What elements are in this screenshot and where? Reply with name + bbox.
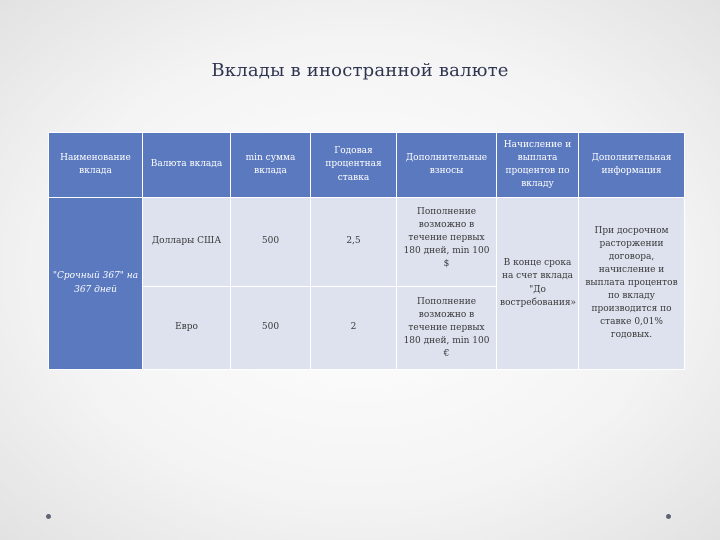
- header-additional-info: Дополнительная информация: [579, 133, 685, 198]
- slide-dot-right-icon: [666, 514, 671, 519]
- deposits-table: [48, 132, 685, 370]
- min-amount-cell: 500: [231, 287, 311, 370]
- min-amount-cell: 500: [231, 198, 311, 287]
- deposit-name-cell: "Срочный 367" на 367 дней: [49, 198, 143, 370]
- extra-deposits-cell: Пополнение возможно в течение первых 180 дней, min 100 $: [397, 198, 497, 287]
- header-rate: Годовая процентная ставка: [311, 133, 397, 198]
- table-row: [49, 198, 685, 287]
- header-extra-deposits: Дополнительные взносы: [397, 133, 497, 198]
- currency-cell: Евро: [143, 287, 231, 370]
- slide-dot-left-icon: [46, 514, 51, 519]
- slide-title: Вклады в иностранной валюте: [211, 60, 509, 81]
- header-min-amount: min сумма вклада: [231, 133, 311, 198]
- header-interest-payout: Начисление и выплата процентов по вкладу: [497, 133, 579, 198]
- currency-cell: Доллары США: [143, 198, 231, 287]
- extra-deposits-cell: Пополнение возможно в течение первых 180 дней, min 100 €: [397, 287, 497, 370]
- table-header-row: [49, 133, 685, 198]
- header-deposit-name: Наименование вклада: [49, 133, 143, 198]
- header-currency: Валюта вклада: [143, 133, 231, 198]
- additional-info-cell: При досрочном расторжении договора, начисление и выплата процентов по вкладу производится по ставке 0,01% годовых.: [579, 198, 685, 370]
- rate-cell: 2: [311, 287, 397, 370]
- interest-payout-cell: В конце срока на счет вклада "До востребования»: [497, 198, 579, 370]
- rate-cell: 2,5: [311, 198, 397, 287]
